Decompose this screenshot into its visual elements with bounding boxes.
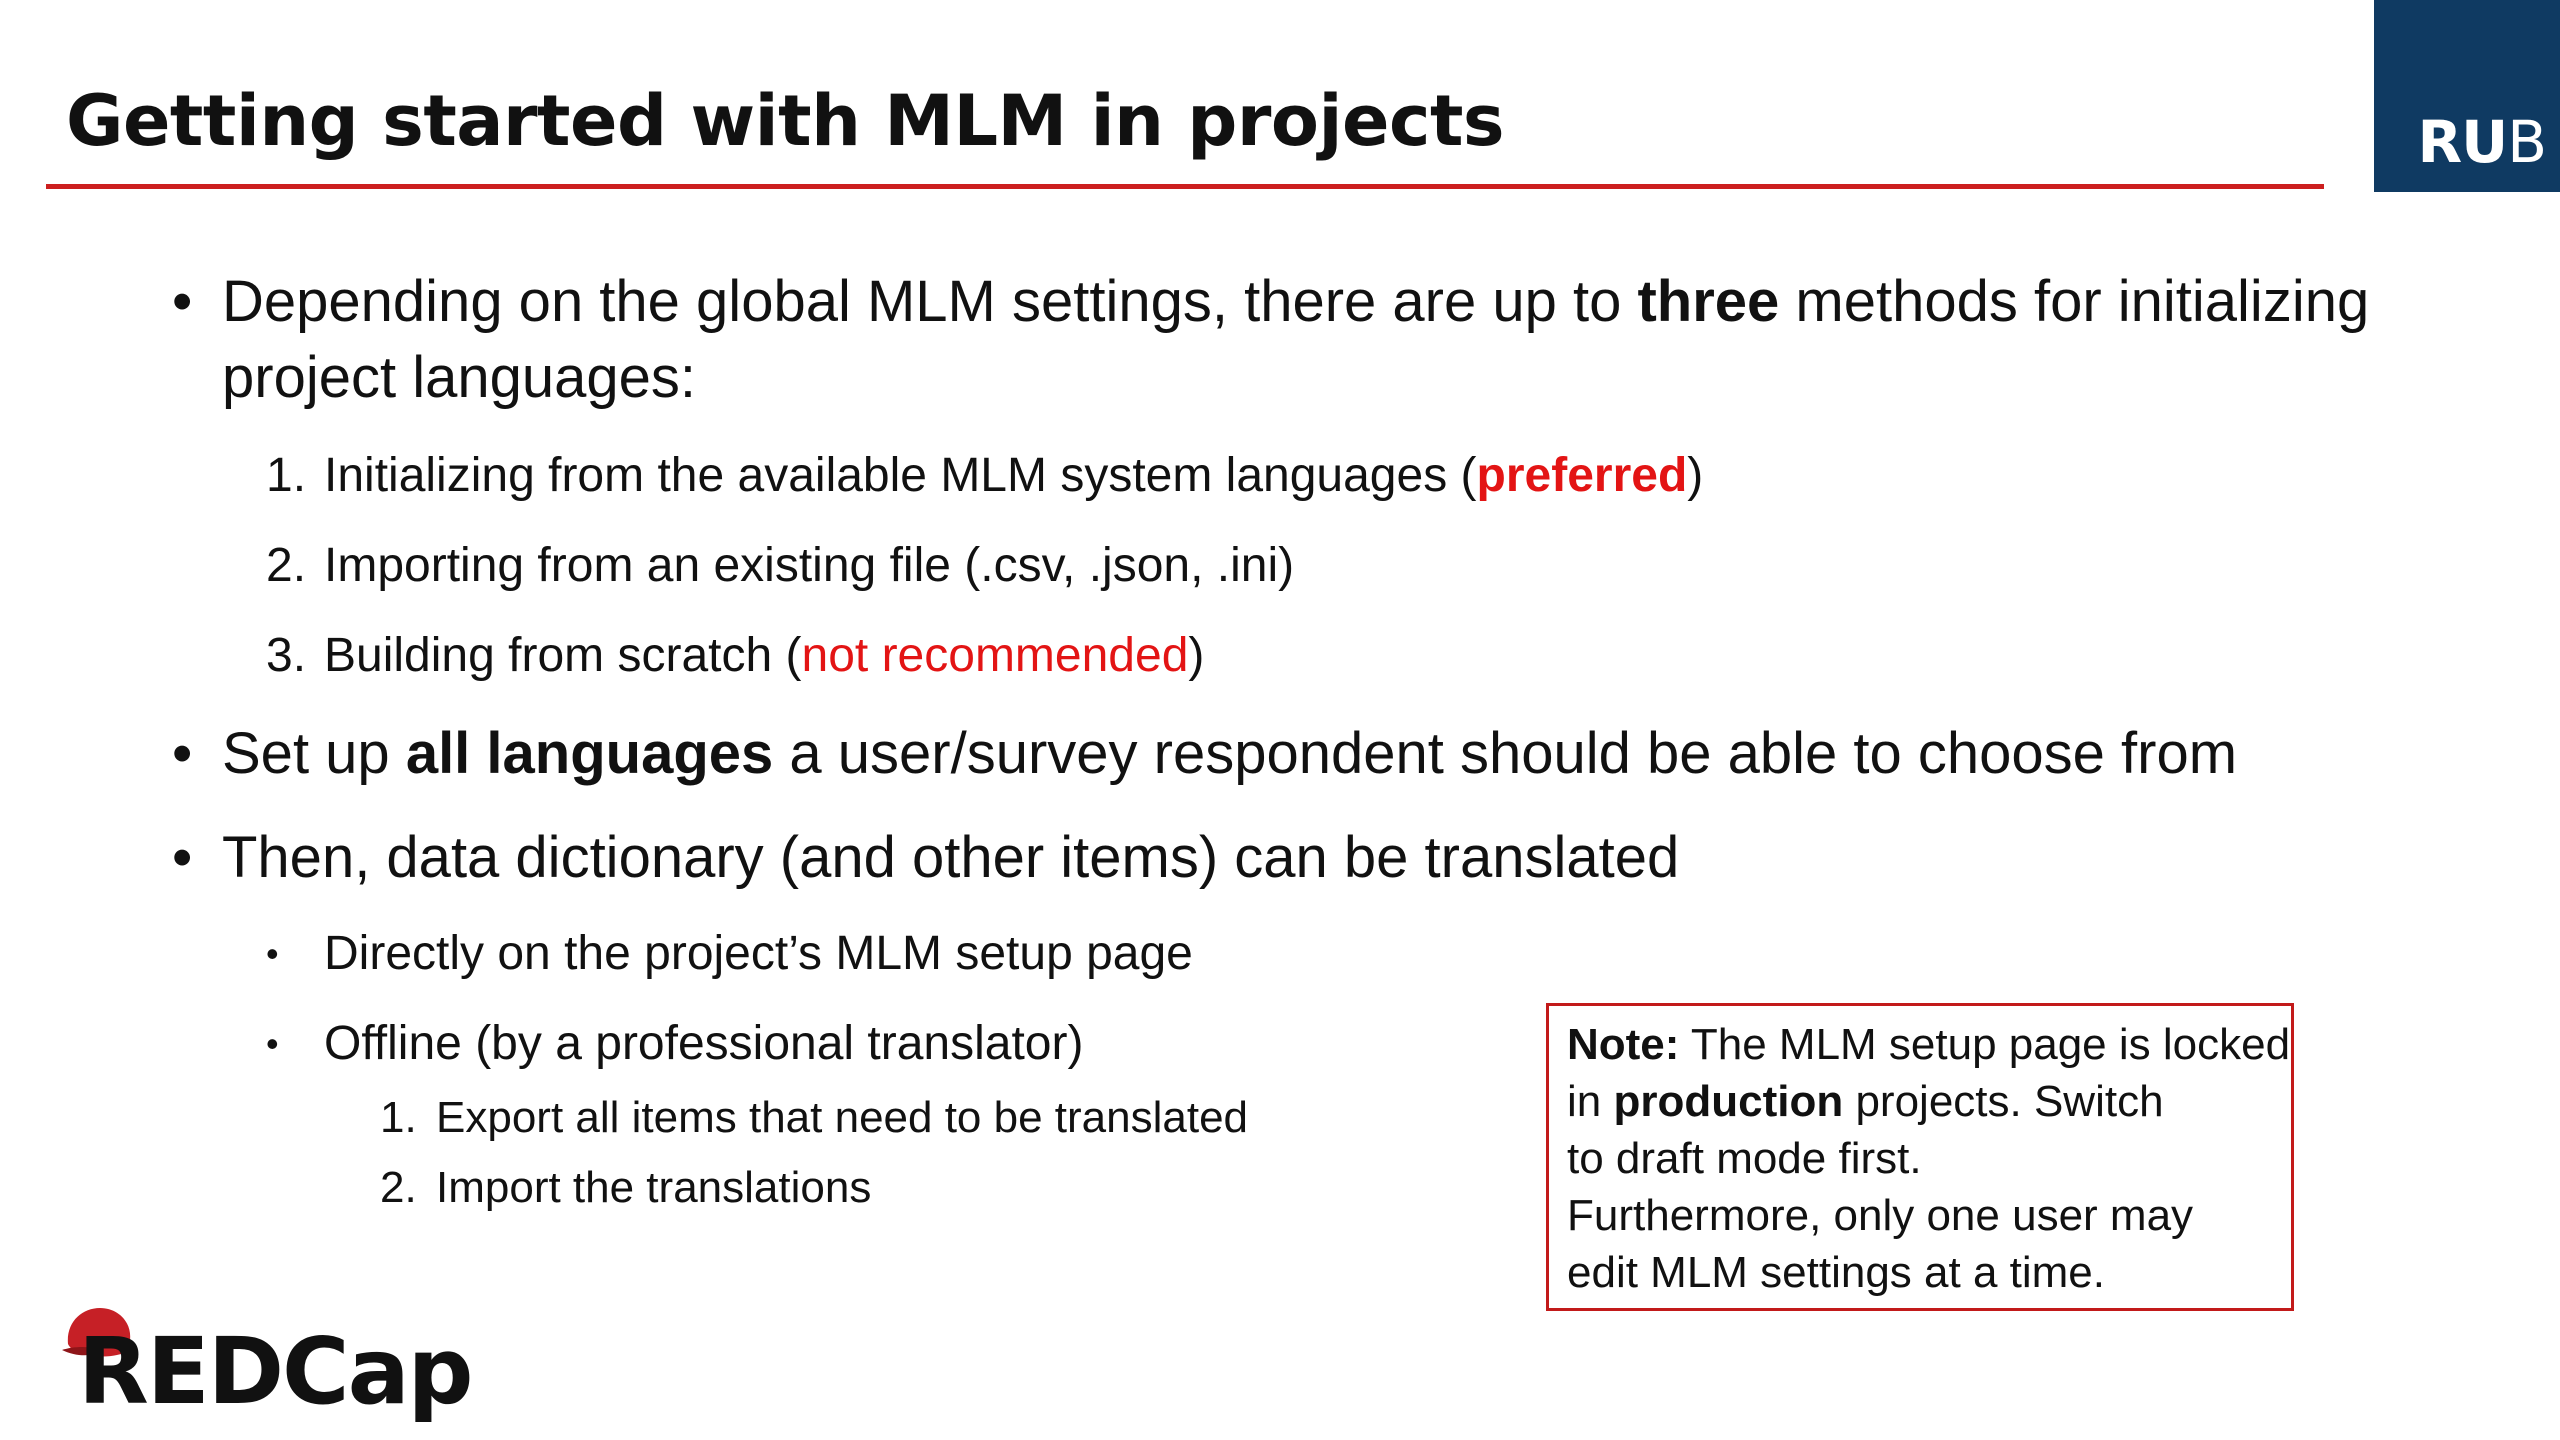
bullet-dot: •	[172, 825, 193, 890]
bullet-text: Depending on the global MLM settings, there are up to three methods for initializing	[222, 269, 2370, 334]
offline-step: 1. Export all items that need to be translated	[380, 1093, 1249, 1142]
offline-step: 2. Import the translations	[380, 1163, 872, 1212]
note-box	[1546, 1003, 2294, 1311]
redcap-logo-text: REDCap	[78, 1318, 472, 1425]
not-recommended-highlight: not recommended	[801, 629, 1189, 682]
note-line: Furthermore, only one user may	[1567, 1191, 2194, 1240]
note-line: in production projects. Switch	[1567, 1077, 2164, 1126]
note-line: to draft mode first.	[1567, 1134, 1922, 1183]
bullet-dot: •	[172, 721, 193, 786]
redcap-logo	[60, 1300, 480, 1430]
bullet-text: Then, data dictionary (and other items) can be translated	[222, 825, 1680, 890]
bullet-text-line2: project languages:	[222, 345, 696, 410]
bullet-dot: •	[172, 269, 193, 334]
bullet-text: Set up all languages a user/survey respondent should be able to choose from	[222, 721, 2238, 786]
list-item: 1. Initializing from the available MLM system languages (preferred)	[266, 449, 1704, 502]
bullet-dot: •	[266, 1023, 279, 1064]
rub-logo-text: RUB	[2417, 108, 2546, 176]
note-line: edit MLM settings at a time.	[1567, 1248, 2105, 1297]
slide: Getting started with MLM in projects RUB • Depending on the global MLM settings, there are up to three methods for initializing project languages: 1. Initializing from the available MLM system languages (preferred) 2. Importing from an existing file (.csv, .json, .ini) 3. Building from scratch (not recommended) • Set up all languages a user/survey respondent should be able to choose from • Then, data dictionary (and other items) can be translated • Directly on the project’s MLM setup page • Offline (by a professional translator) 1. Export all items that need to be translated 2. Import the translations Note: The MLM setup page is locked in production projects. Switch to draft mode first. Furthermore, only one user may edit MLM settings at a time. REDCap	[0, 0, 2560, 1440]
bullet-dot: •	[266, 933, 279, 974]
list-item: 2. Importing from an existing file (.csv, .json, .ini)	[266, 539, 1295, 592]
note-line: Note: The MLM setup page is locked	[1567, 1020, 2291, 1069]
preferred-highlight: preferred	[1476, 449, 1688, 502]
rub-logo	[2374, 0, 2560, 192]
title-underline	[46, 184, 2324, 189]
list-item: 3. Building from scratch (not recommended)	[266, 629, 1205, 682]
slide-title: Getting started with MLM in projects	[66, 80, 1505, 162]
